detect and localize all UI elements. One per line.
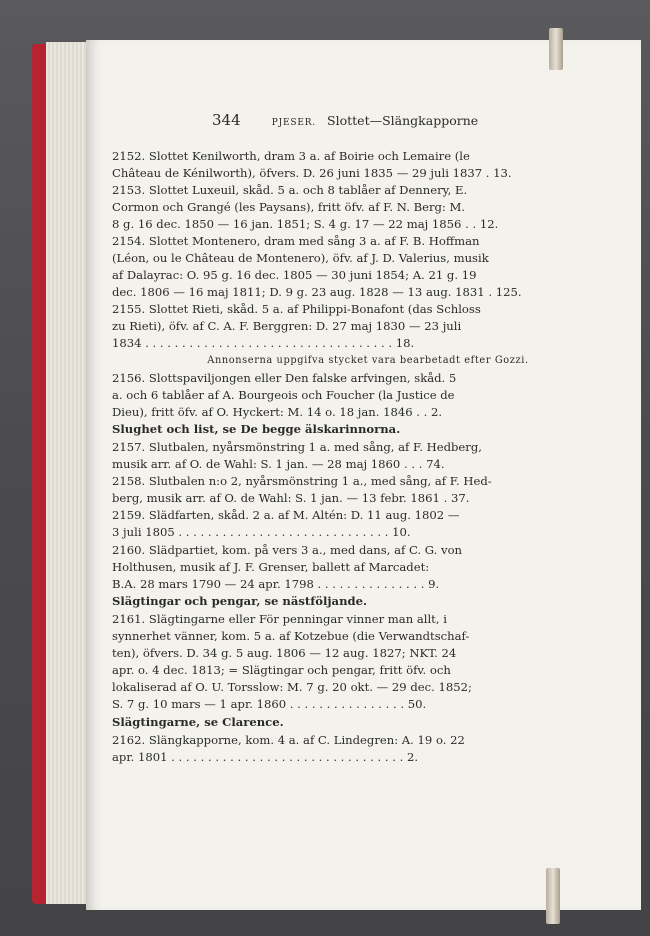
entry-line: 2154. Slottet Montenero, dram med sång 3 a. af F. B. Hoffman (112, 234, 480, 248)
entry-line: lokaliserad af O. U. Torsslow: M. 7 g. 20 okt. — 29 dec. 1852; (112, 680, 472, 694)
entry-line: dec. 1806 — 16 maj 1811; D. 9 g. 23 aug. 1828 — 13 aug. 1831 . 125. (112, 285, 522, 299)
entry-line: berg, musik arr. af O. de Wahl: S. 1 jan. — 13 febr. 1861 . 37. (112, 491, 470, 505)
entry-line: 2152. Slottet Kenilworth, dram 3 a. af Boirie och Lemaire (le (112, 149, 470, 163)
section-label: PJESER. (271, 118, 316, 128)
editorial-note: Annonserna uppgifva stycket vara bearbetadt efter Gozzi. (207, 355, 529, 366)
entry-line: B.A. 28 mars 1790 — 24 apr. 1798 . . . . . . . . . . . . . . . 9. (112, 577, 440, 591)
entry-line: apr. 1801 . . . . . . . . . . . . . . . . . . . . . . . . . . . . . . . . 2. (112, 750, 419, 764)
entry-line: a. och 6 tablåer af A. Bourgeois och Foucher (la Justice de (112, 388, 455, 402)
entry-line: 2155. Slottet Rieti, skåd. 5 a. af Philippi-Bonafont (das Schloss (112, 302, 481, 316)
entry-line: af Dalayrac: O. 95 g. 16 dec. 1805 — 30 juni 1854; A. 21 g. 19 (112, 268, 477, 282)
cross-reference: Slägtingarne, se Clarence. (112, 715, 284, 729)
entry-line: S. 7 g. 10 mars — 1 apr. 1860 . . . . . . . . . . . . . . . . 50. (112, 697, 427, 711)
entry-line: Dieu), fritt öfv. af O. Hyckert: M. 14 o. 18 jan. 1846 . . 2. (112, 405, 443, 419)
entry-line: (Léon, ou le Château de Montenero), öfv. af J. D. Valerius, musik (112, 251, 489, 265)
entry-line: musik arr. af O. de Wahl: S. 1 jan. — 28 maj 1860 . . . 74. (112, 457, 445, 471)
entry-line: 3 juli 1805 . . . . . . . . . . . . . . . . . . . . . . . . . . . . . 10. (112, 525, 411, 539)
entry-line: 2160. Slädpartiet, kom. på vers 3 a., med dans, af C. G. von (112, 543, 463, 557)
entry-line: 2161. Slägtingarne eller För penningar vinner man allt, i (112, 612, 447, 626)
entry-line: 2156. Slottspaviljongen eller Den falske arfvingen, skåd. 5 (112, 371, 457, 385)
entry-line: 2157. Slutbalen, nyårsmönstring 1 a. med sång, af F. Hedberg, (112, 440, 482, 454)
entry-line: 2153. Slottet Luxeuil, skåd. 5 a. och 8 tablåer af Dennery, E. (112, 183, 468, 197)
running-title: Slottet—Slängkapporne (327, 113, 479, 128)
bookmark-tab-top (549, 28, 563, 70)
entry-line: ten), öfvers. D. 34 g. 5 aug. 1806 — 12 aug. 1827; NKT. 24 (112, 646, 457, 660)
entry-line: Holthusen, musik af J. F. Grenser, ballett af Marcadet: (112, 560, 430, 574)
cross-reference: Slughet och list, se De begge älskarinnorna. (112, 422, 401, 436)
cross-reference: Slägtingar och pengar, se nästföljande. (112, 594, 368, 608)
entry-line: zu Rieti), öfv. af C. A. F. Berggren: D. 27 maj 1830 — 23 juli (112, 319, 462, 333)
entry-line: apr. o. 4 dec. 1813; = Slägtingar och pengar, fritt öfv. och (112, 663, 451, 677)
entry-line: 8 g. 16 dec. 1850 — 16 jan. 1851; S. 4 g. 17 — 22 maj 1856 . . 12. (112, 217, 499, 231)
entry-line: Cormon och Grangé (les Paysans), fritt öfv. af F. N. Berg: M. (112, 200, 466, 214)
bookmark-tab-bottom (546, 868, 560, 924)
entry-line: 1834 . . . . . . . . . . . . . . . . . . . . . . . . . . . . . . . . . . 18. (112, 336, 415, 350)
entry-line: 2158. Slutbalen n:o 2, nyårsmönstring 1 a., med sång, af F. Hed- (112, 474, 492, 488)
book-page-edges (46, 42, 90, 904)
page-number: 344 (212, 111, 241, 129)
page-header (212, 110, 632, 129)
entry-line: Château de Kénilworth), öfvers. D. 26 juni 1835 — 29 juli 1837 . 13. (112, 166, 512, 180)
entry-line: synnerhet vänner, kom. 5 a. af Kotzebue (die Verwandtschaf- (112, 629, 470, 643)
entry-line: 2162. Slängkapporne, kom. 4 a. af C. Lindegren: A. 19 o. 22 (112, 733, 465, 747)
entry-line: 2159. Slädfarten, skåd. 2 a. af M. Altén: D. 11 aug. 1802 — (112, 508, 460, 522)
